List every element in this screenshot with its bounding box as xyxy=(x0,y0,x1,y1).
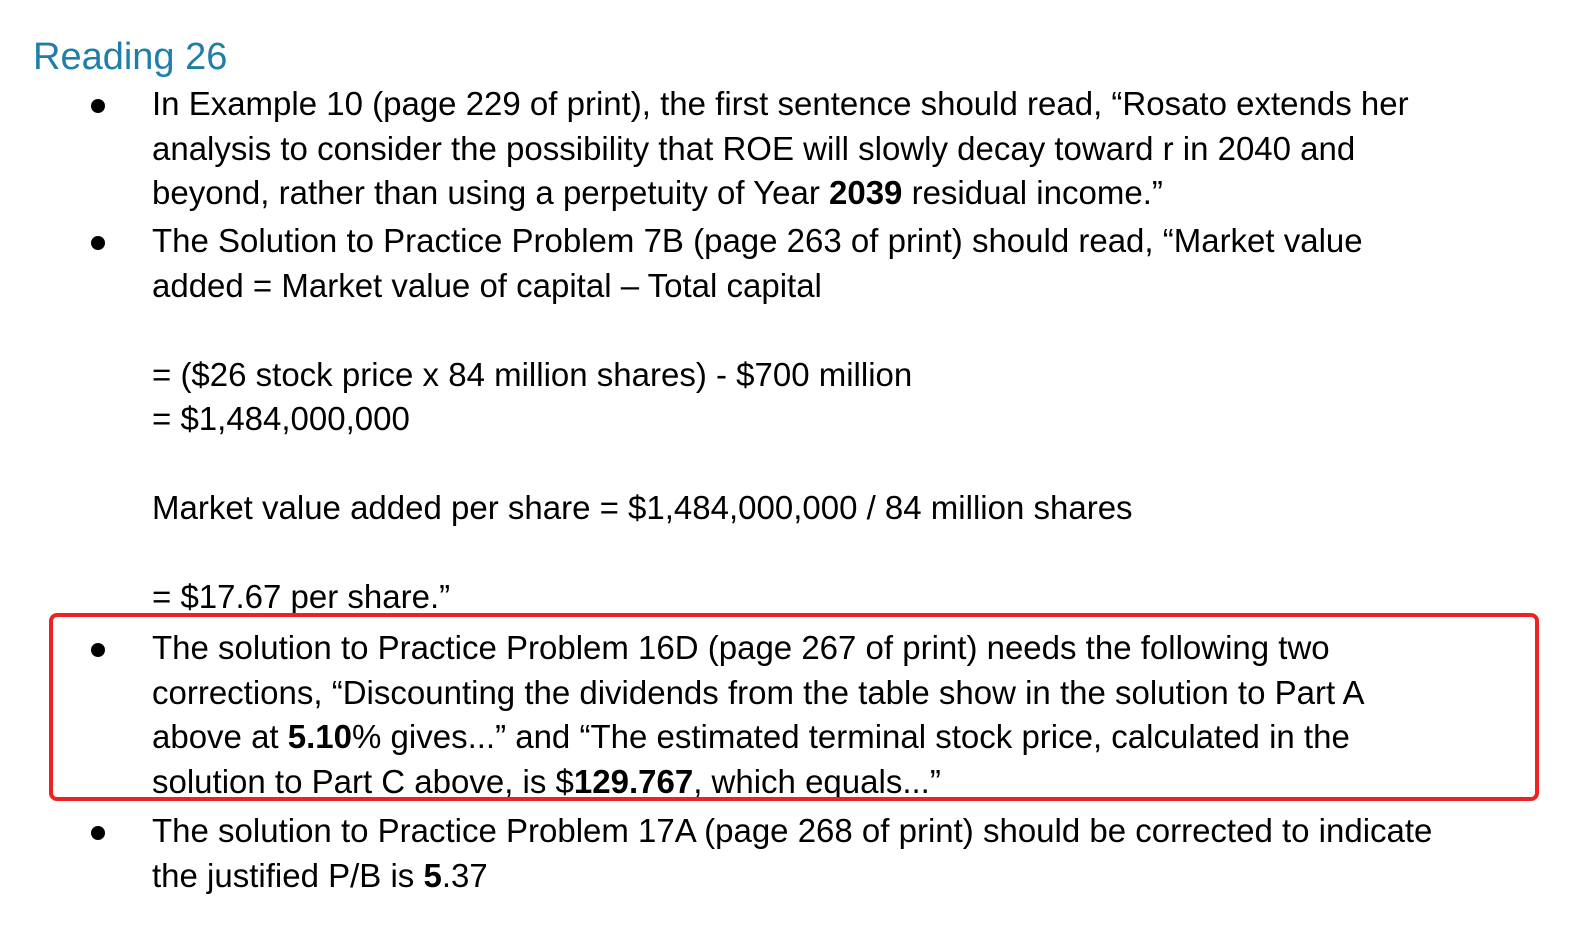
bullet-dot xyxy=(91,99,105,113)
text-run: = $17.67 per share.” xyxy=(152,578,451,615)
bold-text: 5.10 xyxy=(287,718,353,755)
text-run: In Example 10 (page 229 of print), the first sentence should read, “Rosato extends her xyxy=(152,85,1409,122)
text-line xyxy=(152,82,1572,127)
text-run: .37 xyxy=(441,856,488,894)
text-run: The solution to Practice Problem 17A (page 268 of print) should be corrected to indicate xyxy=(152,812,1433,849)
blank-line xyxy=(152,442,1572,487)
text-line xyxy=(152,397,1572,442)
blank-line xyxy=(152,308,1572,353)
text-run: = $1,484,000,000 xyxy=(152,400,410,437)
text-line xyxy=(152,575,1572,620)
blank-line xyxy=(152,531,1572,576)
text-line xyxy=(152,760,1572,805)
text-run: Market value added per share = $1,484,000,000 / 84 million shares xyxy=(152,489,1133,526)
text-run: beyond, rather than using a perpetuity of Year xyxy=(152,174,829,211)
text-run: corrections, “Discounting the dividends from the table show in the solution to Part A xyxy=(152,673,1365,711)
text-line xyxy=(152,127,1572,172)
text-run: The solution to Practice Problem 16D (page 267 of print) needs the following two xyxy=(152,629,1330,666)
bullet-text xyxy=(152,219,1572,620)
text-line xyxy=(152,353,1572,398)
bullet-text xyxy=(152,809,1572,898)
bullet-dot xyxy=(91,826,105,840)
text-line xyxy=(152,671,1572,716)
text-line xyxy=(152,486,1572,531)
text-run: solution to Part C above, is $ xyxy=(152,762,574,800)
bold-text: 2039 xyxy=(828,174,903,211)
bullet-dot xyxy=(91,236,105,250)
text-line xyxy=(152,854,1572,899)
text-run: % gives...” and “The estimated terminal stock price, calculated in the xyxy=(352,718,1350,755)
text-run: analysis to consider the possibility that ROE will slowly decay toward r in 2040 and xyxy=(152,129,1356,167)
bullet-text xyxy=(152,82,1572,216)
text-run: residual income.” xyxy=(902,174,1163,211)
text-line xyxy=(152,219,1572,264)
bullet-text xyxy=(152,626,1572,804)
text-line xyxy=(152,715,1572,760)
text-run: the justified P/B is xyxy=(152,856,424,894)
bold-text: 5 xyxy=(423,856,442,894)
text-run: The Solution to Practice Problem 7B (page 263 of print) should read, “Market value xyxy=(152,222,1363,259)
text-line xyxy=(152,809,1572,854)
text-line xyxy=(152,264,1572,309)
text-line xyxy=(152,626,1572,671)
text-line xyxy=(152,171,1572,216)
text-run: above at xyxy=(152,718,288,755)
text-run: added = Market value of capital – Total capital xyxy=(152,266,822,304)
section-heading: Reading 26 xyxy=(33,36,228,78)
text-run: , which equals...” xyxy=(693,762,941,800)
bold-text: 129.767 xyxy=(573,762,694,800)
bullet-dot xyxy=(91,643,105,657)
text-run: = ($26 stock price x 84 million shares) - $700 million xyxy=(152,355,913,393)
